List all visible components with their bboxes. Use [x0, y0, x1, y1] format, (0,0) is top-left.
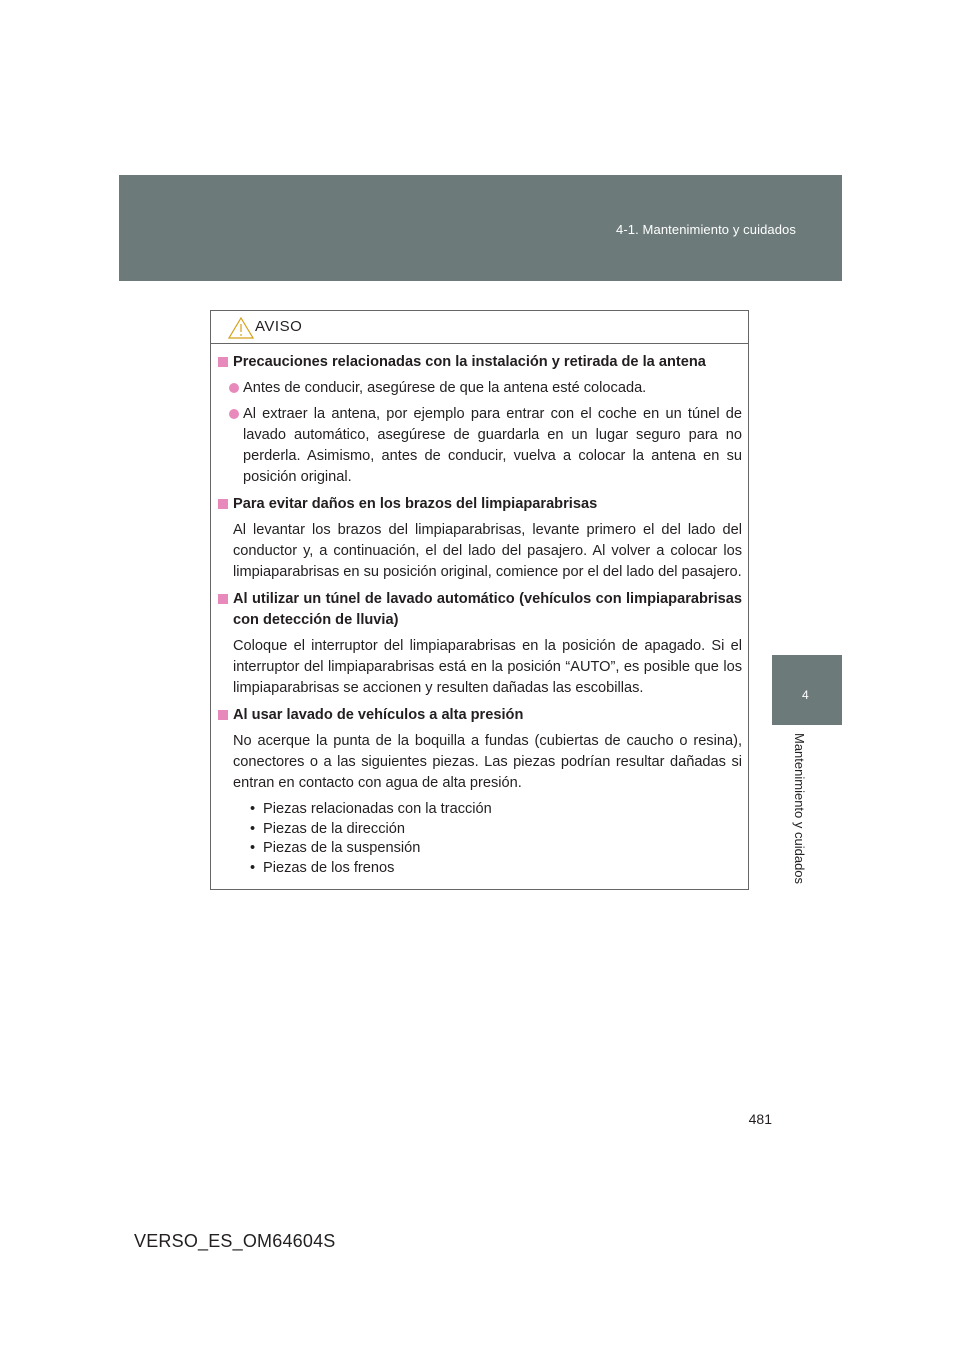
chapter-tab — [772, 655, 842, 725]
warning-box — [210, 310, 749, 890]
list-item: • Piezas de la suspensión — [250, 839, 742, 859]
section-title-antenna: Precauciones relacionadas con la instalación y retirada de la antena — [217, 352, 742, 373]
section-text: Coloque el interruptor del limpiaparabrisas en la posición de apagado. Si el interruptor del limpiaparabrisas está en la posición “AUTO”, es posible que los limpiaparabrisas se accionen y resulten dañadas las escobillas. — [233, 638, 742, 696]
section-title: 4-1. Mantenimiento y cuidados — [616, 222, 796, 237]
circle-bullet-icon — [229, 409, 239, 419]
section-title-car-wash: Al utilizar un túnel de lavado automático (vehículos con limpiaparabrisas con detección de lluvia) — [217, 589, 742, 631]
bullet-item: Antes de conducir, asegúrese de que la antena esté colocada. — [217, 378, 742, 399]
square-bullet-icon — [218, 710, 228, 720]
chapter-label: Mantenimiento y cuidados — [792, 733, 807, 885]
section-text: No acerque la punta de la boquilla a fundas (cubiertas de caucho o resina), conectores o a las siguientes piezas. Las piezas podrían resultar dañadas si entran en contacto con agua de alta presión. — [233, 733, 742, 791]
page-number: 481 — [748, 1111, 772, 1127]
chapter-number: 4 — [802, 688, 809, 702]
list-item: • Piezas relacionadas con la tracción — [250, 800, 742, 820]
section-antenna — [217, 352, 742, 488]
list-item: • Piezas de la dirección — [250, 820, 742, 840]
square-bullet-icon — [218, 499, 228, 509]
section-car-wash — [217, 589, 742, 699]
warning-label: AVISO — [255, 318, 303, 335]
section-high-pressure — [217, 705, 742, 878]
warning-triangle-icon — [228, 317, 254, 339]
section-title-wiper-arms: Para evitar daños en los brazos del limpiaparabrisas — [217, 494, 742, 515]
bullet-item: Al extraer la antena, por ejemplo para entrar con el coche en un túnel de lavado automático, asegúrese de guardarla en un lugar seguro para no perderla. Asimismo, antes de conducir, vuelva a colocar la antena en su posición original. — [217, 404, 742, 488]
square-bullet-icon — [218, 357, 228, 367]
list-item: • Piezas de los frenos — [250, 859, 742, 879]
square-bullet-icon — [218, 594, 228, 604]
parts-list — [217, 800, 742, 878]
section-title-high-pressure: Al usar lavado de vehículos a alta presión — [217, 705, 742, 726]
warning-body — [211, 344, 748, 878]
section-text: Al levantar los brazos del limpiaparabrisas, levante primero el del lado del conductor y, a continuación, el del lado del pasajero. Al volver a colocar los limpiaparabrisas en su posición original, comience por el del lado del pasajero. — [233, 522, 742, 580]
warning-header — [211, 311, 748, 344]
circle-bullet-icon — [229, 383, 239, 393]
section-wiper-arms — [217, 494, 742, 583]
header-band — [119, 175, 842, 281]
document-code: VERSO_ES_OM64604S — [134, 1231, 336, 1251]
